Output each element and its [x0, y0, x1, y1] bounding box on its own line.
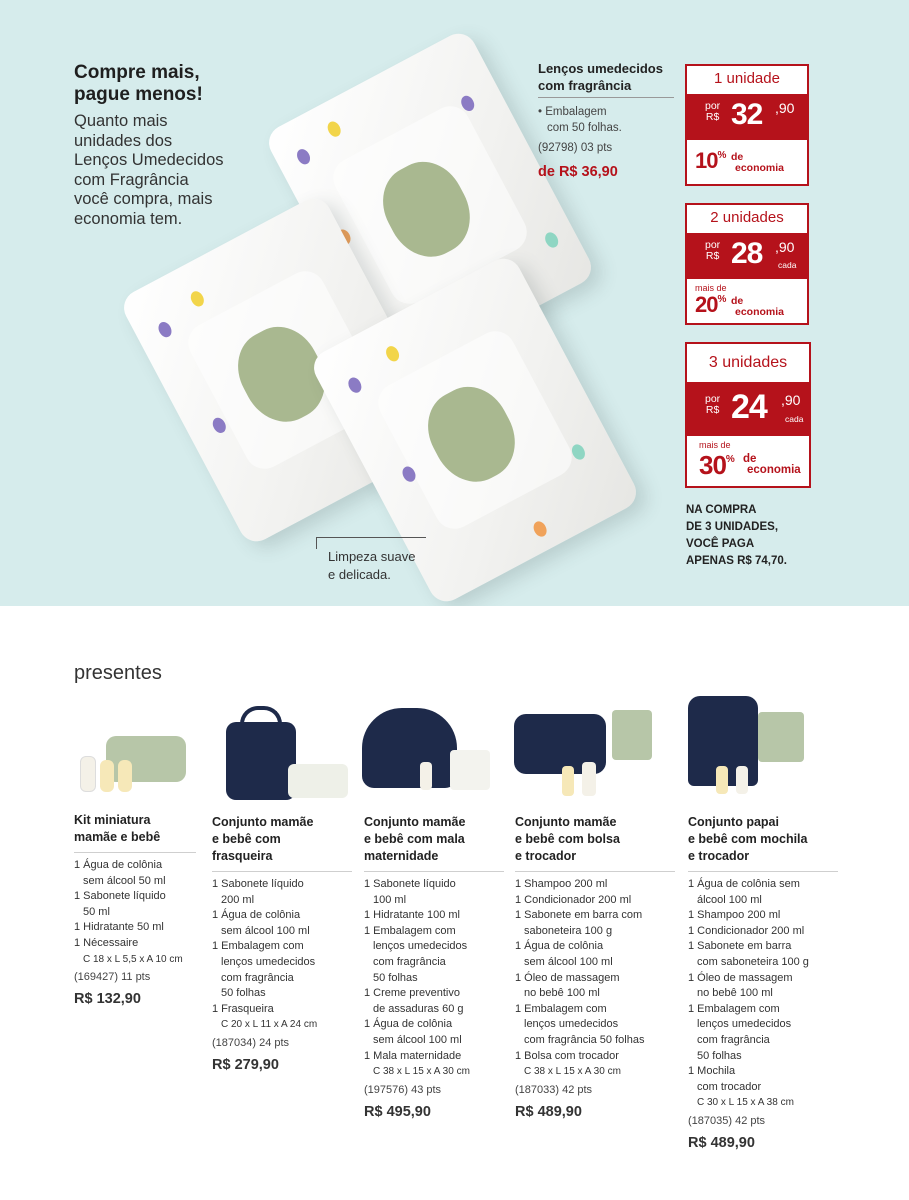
gift-content-line: 1 Água de colônia	[74, 859, 163, 871]
gift-code: (187033) 42 pts	[515, 1083, 593, 1096]
gift-content-line: saboneteira 100 g	[524, 924, 613, 937]
gift-content-line: 50 folhas	[373, 971, 418, 984]
offer-economia	[731, 296, 784, 318]
note-line: NA COMPRA	[686, 504, 757, 516]
headline-line: pague menos!	[74, 84, 203, 105]
gift-name-line: e bebê com mala	[364, 832, 465, 846]
bottle-shape	[420, 762, 432, 790]
print-dot	[346, 375, 364, 395]
bottle-shape	[80, 756, 96, 792]
gift-card-mochila	[688, 814, 838, 1151]
bottle-shape	[118, 760, 132, 792]
offer-por-label	[705, 240, 720, 262]
note-line: APENAS R$ 74,70.	[686, 555, 787, 567]
gift-name-line: e bebê com bolsa	[515, 832, 620, 846]
percent-sign: %	[717, 293, 726, 305]
gift-content-line: 1 Shampoo 200 ml	[688, 909, 781, 922]
gift-content-line: 1 Nécessaire	[74, 936, 139, 949]
frasqueira-bag-shape	[226, 722, 296, 800]
gift-code: (187034) 24 pts	[212, 1036, 290, 1049]
offer-heading: 1 unidade	[714, 70, 780, 87]
gift-content-line: 200 ml	[221, 893, 255, 906]
gift-name	[515, 814, 675, 872]
product-title	[538, 60, 678, 94]
offer-heading: 2 unidades	[710, 209, 784, 226]
gift-content-line: 1 Água de colônia	[364, 1018, 453, 1031]
offer-price-cents: ,90	[781, 392, 801, 408]
offer-1-unit	[685, 64, 809, 186]
gift-name-line: e trocador	[515, 849, 577, 863]
currency-text: R$	[705, 250, 720, 262]
gift-content-line: 1 Hidratante 50 ml	[74, 921, 164, 934]
gift-name-line: Conjunto mamãe	[212, 815, 314, 829]
offer-percent	[695, 292, 725, 318]
print-dot	[156, 320, 174, 340]
de-text: de	[743, 453, 757, 465]
percent-value: 10	[695, 148, 718, 173]
subcopy-line: você compra, mais	[74, 190, 213, 208]
bottle-shape	[736, 766, 748, 794]
three-units-note	[686, 502, 826, 570]
bottle-shape	[562, 766, 574, 796]
por-text: por	[705, 393, 721, 405]
callout-line: Limpeza suave	[328, 549, 416, 564]
offer-savings	[687, 140, 807, 184]
offer-price	[687, 233, 807, 279]
offer-price	[687, 94, 807, 140]
gift-content-line: 1 Embalagem com	[515, 1002, 607, 1015]
gift-content-line: 1 Embalagem com	[212, 940, 304, 953]
bag-handle-shape	[240, 706, 282, 728]
gift-content-line: sem álcool 100 ml	[373, 1033, 462, 1046]
product-bullet	[538, 104, 678, 136]
gift-content-line: 1 Frasqueira	[212, 1002, 274, 1015]
gift-contents	[212, 877, 352, 1033]
gift-card-mala-maternidade	[364, 814, 504, 1120]
gift-content-line: lenços umedecidos	[373, 940, 468, 953]
print-dot	[531, 519, 549, 539]
offer-price-cents: ,90	[775, 100, 795, 116]
gift-content-line: sem álcool 100 ml	[221, 924, 310, 937]
offer-price-integer: 24	[731, 388, 767, 426]
mochila-image	[686, 694, 816, 802]
economia-text: economia	[735, 306, 785, 318]
offer-3-units	[685, 342, 811, 488]
product-title-line: Lenços umedecidos	[538, 61, 663, 76]
offer-savings	[687, 279, 807, 323]
currency-text: R$	[705, 111, 720, 123]
economia-text: economia	[747, 464, 801, 476]
gift-content-line: lenços umedecidos	[697, 1018, 792, 1031]
de-text: de	[731, 295, 744, 307]
mala-maternidade-image	[360, 690, 500, 802]
gift-content-line: 50 folhas	[697, 1049, 742, 1062]
gift-content-line: lenços umedecidos	[221, 955, 316, 968]
percent-value: 30	[699, 450, 726, 480]
gift-content-line: 1 Mochila	[688, 1065, 736, 1078]
gift-content-line: com fragrância	[373, 955, 446, 968]
gift-code: (169427) 11 pts	[74, 971, 151, 984]
gift-price: R$ 495,90	[364, 1103, 431, 1120]
product-original-price: de R$ 36,90	[538, 164, 618, 180]
offer-price	[687, 382, 809, 436]
gift-content-line: com trocador	[697, 1080, 762, 1093]
offer-percent	[695, 148, 725, 174]
offer-economia	[743, 454, 801, 476]
de-text: de	[731, 151, 744, 163]
gift-name-line: maternidade	[364, 849, 439, 863]
gift-content-line: com fragrância	[221, 971, 294, 984]
gift-name-line: frasqueira	[212, 849, 273, 863]
bottle-shape	[100, 760, 114, 792]
offer-economia	[731, 152, 784, 174]
offer-percent	[699, 450, 734, 481]
frasqueira-image	[200, 702, 350, 802]
gift-price: R$ 489,90	[688, 1134, 755, 1151]
maternity-bag-shape	[362, 708, 457, 788]
note-line: DE 3 UNIDADES,	[686, 521, 779, 533]
offer-mais-de: mais de	[699, 440, 731, 450]
gift-content-line: sem álcool 100 ml	[524, 955, 613, 968]
gift-content-line: C 30 x L 15 x A 38 cm	[697, 1097, 794, 1109]
subcopy-line: Quanto mais	[74, 112, 168, 130]
gift-name-line: Kit miniatura	[74, 813, 151, 827]
gift-content-line: 1 Embalagem com	[364, 924, 456, 937]
print-dot	[294, 147, 312, 167]
gift-content-line: com saboneteira 100 g	[697, 955, 809, 968]
gift-content-line: 1 Sabonete em barra	[688, 940, 792, 953]
gift-card-kit-miniatura	[74, 812, 196, 1007]
callout-text	[328, 548, 415, 584]
gift-name	[74, 812, 196, 853]
gifts-section-title: presentes	[74, 662, 162, 684]
bottle-shape	[582, 762, 596, 796]
callout-line: e delicada.	[328, 567, 391, 582]
gift-content-line: com fragrância 50 folhas	[524, 1033, 645, 1046]
percent-sign: %	[717, 149, 726, 161]
gift-name-line: Conjunto papai	[688, 815, 779, 829]
gift-card-frasqueira	[212, 814, 352, 1073]
offer-cada: cada	[785, 414, 804, 424]
wipes-pack-shape	[450, 750, 490, 790]
print-dot	[384, 344, 402, 364]
gift-content-line: C 38 x L 15 x A 30 cm	[373, 1066, 470, 1078]
product-divider	[538, 97, 674, 98]
gift-content-line: 1 Creme preventivo	[364, 987, 460, 1000]
gift-content-line: 1 Água de colônia sem	[688, 878, 800, 890]
offer-por-label	[705, 101, 720, 123]
gift-name-line: mamãe e bebê	[74, 830, 161, 844]
gift-name-line: Conjunto mamãe	[515, 815, 617, 829]
gift-content-line: 1 Mala maternidade	[364, 1049, 462, 1062]
gift-content-line: C 38 x L 15 x A 30 cm	[524, 1066, 621, 1078]
gift-content-line: 1 Shampoo 200 ml	[515, 878, 608, 890]
wipes-pack-shape	[288, 764, 348, 798]
gift-content-line: 1 Sabonete em barra com	[515, 909, 643, 922]
por-text: por	[705, 100, 721, 112]
gift-content-line: 1 Sabonete líquido	[364, 878, 456, 890]
offer-heading: 3 unidades	[708, 354, 788, 371]
gift-price: R$ 279,90	[212, 1056, 279, 1073]
percent-value: 20	[695, 292, 718, 317]
gift-content-line: de assaduras 60 g	[373, 1002, 464, 1015]
gift-content-line: sem álcool 50 ml	[83, 874, 166, 887]
gift-name	[364, 814, 504, 872]
percent-sign: %	[725, 454, 734, 466]
gift-code: (197576) 43 pts	[364, 1083, 442, 1096]
gift-contents	[515, 877, 675, 1080]
subcopy-line: Lenços Umedecidos	[74, 151, 224, 169]
gift-content-line: 1 Água de colônia	[515, 940, 604, 953]
gift-content-line: álcool 100 ml	[697, 893, 762, 906]
gift-name	[212, 814, 352, 872]
bottle-shape	[716, 766, 728, 794]
product-title-line: com fragrância	[538, 78, 632, 93]
offer-price-integer: 32	[731, 98, 763, 131]
gift-code: (187035) 42 pts	[688, 1114, 766, 1127]
gift-content-line: 1 Condicionador 200 ml	[688, 924, 805, 937]
gift-name-line: e bebê com mochila	[688, 832, 808, 846]
bolsa-trocador-image	[512, 700, 672, 802]
subcopy-line: com Fragrância	[74, 170, 189, 189]
changing-pad-shape	[612, 710, 652, 760]
gift-content-line: C 20 x L 11 x A 24 cm	[221, 1019, 318, 1031]
subcopy-line: unidades dos	[74, 131, 173, 150]
offer-savings	[687, 436, 809, 486]
gift-content-line: 1 Embalagem com	[688, 1002, 780, 1015]
gift-price: R$ 132,90	[74, 991, 141, 1008]
gift-content-line: 1 Sabonete líquido	[74, 890, 166, 903]
gift-content-line: 1 Óleo de massagem	[688, 971, 793, 984]
gift-content-line: 1 Condicionador 200 ml	[515, 893, 632, 906]
headline-line: Compre mais,	[74, 62, 200, 83]
print-dot	[543, 230, 561, 250]
economia-text: economia	[735, 162, 785, 174]
gift-card-bolsa-trocador	[515, 814, 675, 1120]
gift-content-line: lenços umedecidos	[524, 1018, 619, 1031]
gift-name	[688, 814, 838, 872]
gift-content-line: 1 Óleo de massagem	[515, 971, 620, 984]
gift-contents	[364, 877, 504, 1080]
currency-text: R$	[705, 404, 720, 416]
por-text: por	[705, 239, 721, 251]
gift-name-line: e trocador	[688, 849, 750, 863]
print-dot	[325, 119, 343, 139]
gift-content-line: 50 ml	[83, 905, 110, 918]
gift-content-line: 1 Bolsa com trocador	[515, 1049, 619, 1062]
gift-content-line: no bebê 100 ml	[524, 987, 600, 1000]
changing-pad-shape	[758, 712, 804, 762]
offer-price-integer: 28	[731, 237, 763, 270]
print-dot	[569, 442, 587, 462]
gift-content-line: 1 Hidratante 100 ml	[364, 909, 460, 922]
gift-contents	[688, 877, 838, 1111]
subcopy-line: economia tem.	[74, 209, 183, 228]
offer-mais-de: mais de	[695, 283, 727, 293]
kit-miniatura-image	[76, 730, 186, 800]
print-dot	[188, 289, 206, 309]
gift-content-line: no bebê 100 ml	[697, 987, 773, 1000]
product-code: (92798) 03 pts	[538, 142, 613, 154]
gift-price: R$ 489,90	[515, 1103, 582, 1120]
gift-content-line: com fragrância	[697, 1033, 770, 1046]
offer-por-label	[705, 394, 720, 416]
gift-contents	[74, 858, 196, 967]
offer-cada: cada	[778, 260, 797, 270]
gift-content-line: 1 Água de colônia	[212, 909, 301, 922]
gift-content-line: 50 folhas	[221, 987, 266, 1000]
gift-content-line: 1 Sabonete líquido	[212, 878, 304, 890]
product-bullet-line: com 50 folhas.	[547, 122, 622, 134]
gift-content-line: 100 ml	[373, 893, 407, 906]
gift-name-line: Conjunto mamãe	[364, 815, 466, 829]
offer-price-cents: ,90	[775, 239, 795, 255]
offer-2-units	[685, 203, 809, 325]
gift-name-line: e bebê com	[212, 832, 281, 846]
product-bullet-line: • Embalagem	[538, 106, 607, 118]
gift-content-line: C 18 x L 5,5 x A 10 cm	[83, 953, 183, 965]
note-line: VOCÊ PAGA	[686, 538, 755, 550]
